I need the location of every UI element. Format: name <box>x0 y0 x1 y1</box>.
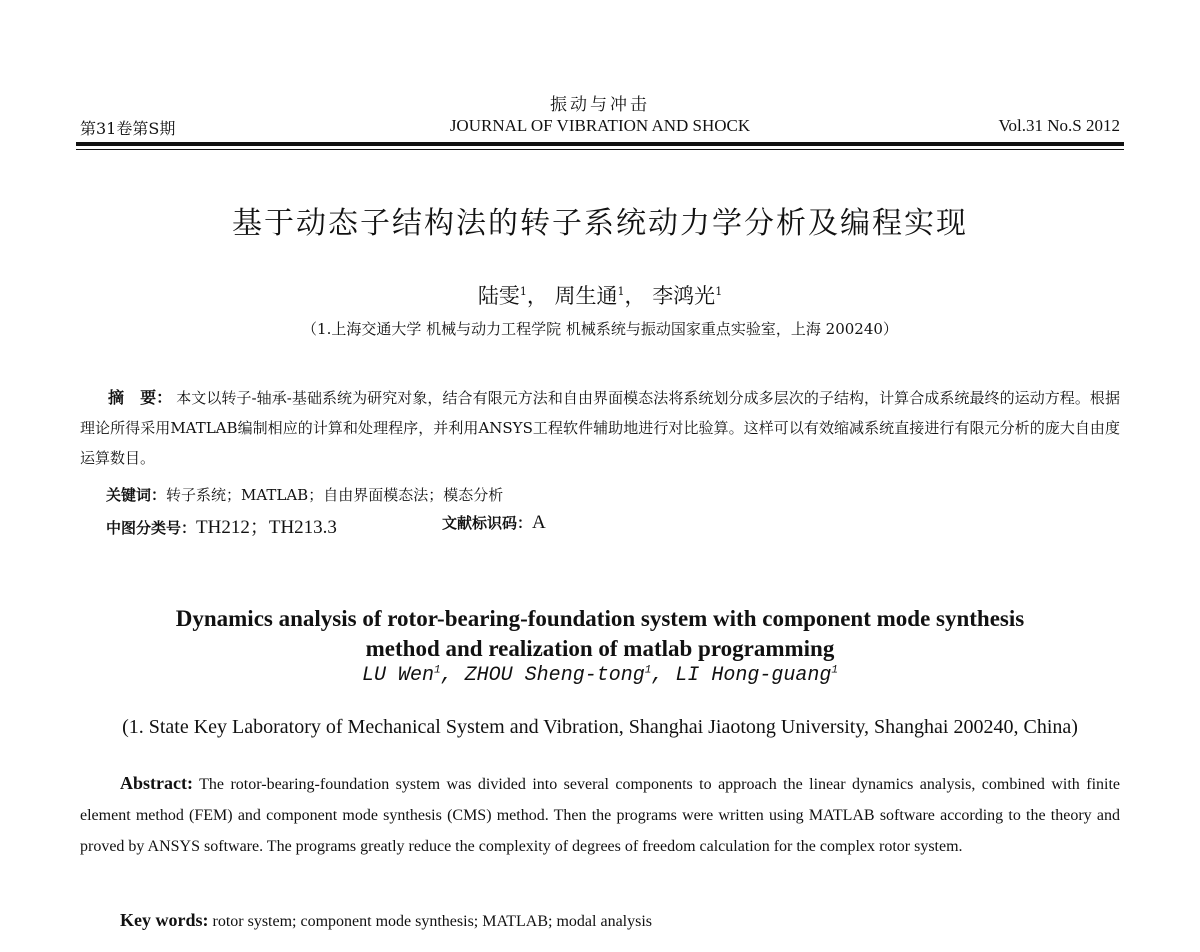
classification-value: TH212；TH213.3 <box>196 517 337 538</box>
paper-title-en-line1: Dynamics analysis of rotor-bearing-foundation system with component mode synthesis <box>175 606 1025 631</box>
keywords-label-cn: 关键词： <box>106 486 167 504</box>
author-separator: , <box>651 664 676 687</box>
affiliation-cn: （1.上海交通大学 机械与动力工程学院 机械系统与振动国家重点实验室，上海 200240） <box>302 320 898 338</box>
author-affil-mark: 1 <box>617 285 625 298</box>
volume-label-en: Vol.31 No.S 2012 <box>998 116 1120 135</box>
author-name-cn: 陆雯 <box>477 284 520 308</box>
keywords-cn <box>106 484 503 505</box>
author-affil-mark: 1 <box>644 664 652 677</box>
classification-label: 中图分类号： <box>106 519 197 537</box>
abstract-cn <box>80 383 1120 473</box>
keywords-en <box>120 910 652 931</box>
classification-cn <box>106 512 337 539</box>
author-name-en: ZHOU Sheng-tong <box>464 664 645 687</box>
paper-title-en-line2: method and realization of matlab programming <box>365 636 835 661</box>
author-affil-mark: 1 <box>831 664 838 677</box>
author-affil-mark: 1 <box>715 285 723 298</box>
author-list-en <box>0 664 1200 687</box>
abstract-en <box>80 768 1120 862</box>
keywords-label-en: Key words: <box>120 910 209 930</box>
keywords-text-cn: 转子系统；MATLAB；自由界面模态法；模态分析 <box>166 486 504 504</box>
abstract-text-en: The rotor-bearing-foundation system was divided into several components to approach the linear dynamics analysis, combined with finite element method (FEM) and component mode synthesis (CMS) method. Then the programs were written using MATLAB software according to the theory and proved by ANSYS software. The programs greatly reduce the complexity of degrees of freedom calculation for the complex rotor system. <box>80 776 1120 855</box>
author-affil-mark: 1 <box>519 285 527 298</box>
document-code-value: A <box>532 512 546 533</box>
author-separator: ， <box>624 284 646 308</box>
header-rule-thick <box>76 142 1124 146</box>
paper-title-en <box>80 604 1120 664</box>
affiliation-en: (1. State Key Laboratory of Mechanical System and Vibration, Shanghai Jiaotong University, Shanghai 200240, China) <box>122 716 1078 738</box>
paper-title-cn: 基于动态子结构法的转子系统动力学分析及编程实现 <box>232 206 968 241</box>
author-name-cn: 周生通 <box>554 284 618 308</box>
author-name-en: LU Wen <box>362 664 435 687</box>
abstract-label-en: Abstract: <box>120 773 193 793</box>
journal-name-en: JOURNAL OF VIBRATION AND SHOCK <box>449 116 751 135</box>
author-separator: , <box>440 664 465 687</box>
author-separator: ， <box>526 284 548 308</box>
abstract-text-cn: 本文以转子-轴承-基础系统为研究对象，结合有限元方法和自由界面模态法将系统划分成多层次的子结构，计算合成系统最终的运动方程。根据理论所得采用MATLAB编制相应的计算和处理程序，并利用ANSYS工程软件辅助地进行对比验算。这样可以有效缩减系统直接进行有限元分析的庞大自由度运算数目。 <box>80 389 1120 467</box>
journal-name-cn: 振动与冲击 <box>550 95 650 115</box>
issue-label-cn: 第31卷第S期 <box>80 119 176 138</box>
author-list-cn <box>0 280 1200 310</box>
document-code-label: 文献标识码： <box>442 514 533 532</box>
header-rule-thin <box>76 149 1124 150</box>
author-name-en: LI Hong-guang <box>675 664 832 687</box>
author-name-cn: 李鸿光 <box>652 284 716 308</box>
keywords-text-en: rotor system; component mode synthesis; MATLAB; modal analysis <box>208 913 653 930</box>
document-code-cn <box>442 512 546 534</box>
author-affil-mark: 1 <box>434 664 441 677</box>
abstract-label-cn: 摘 要： <box>108 388 173 407</box>
